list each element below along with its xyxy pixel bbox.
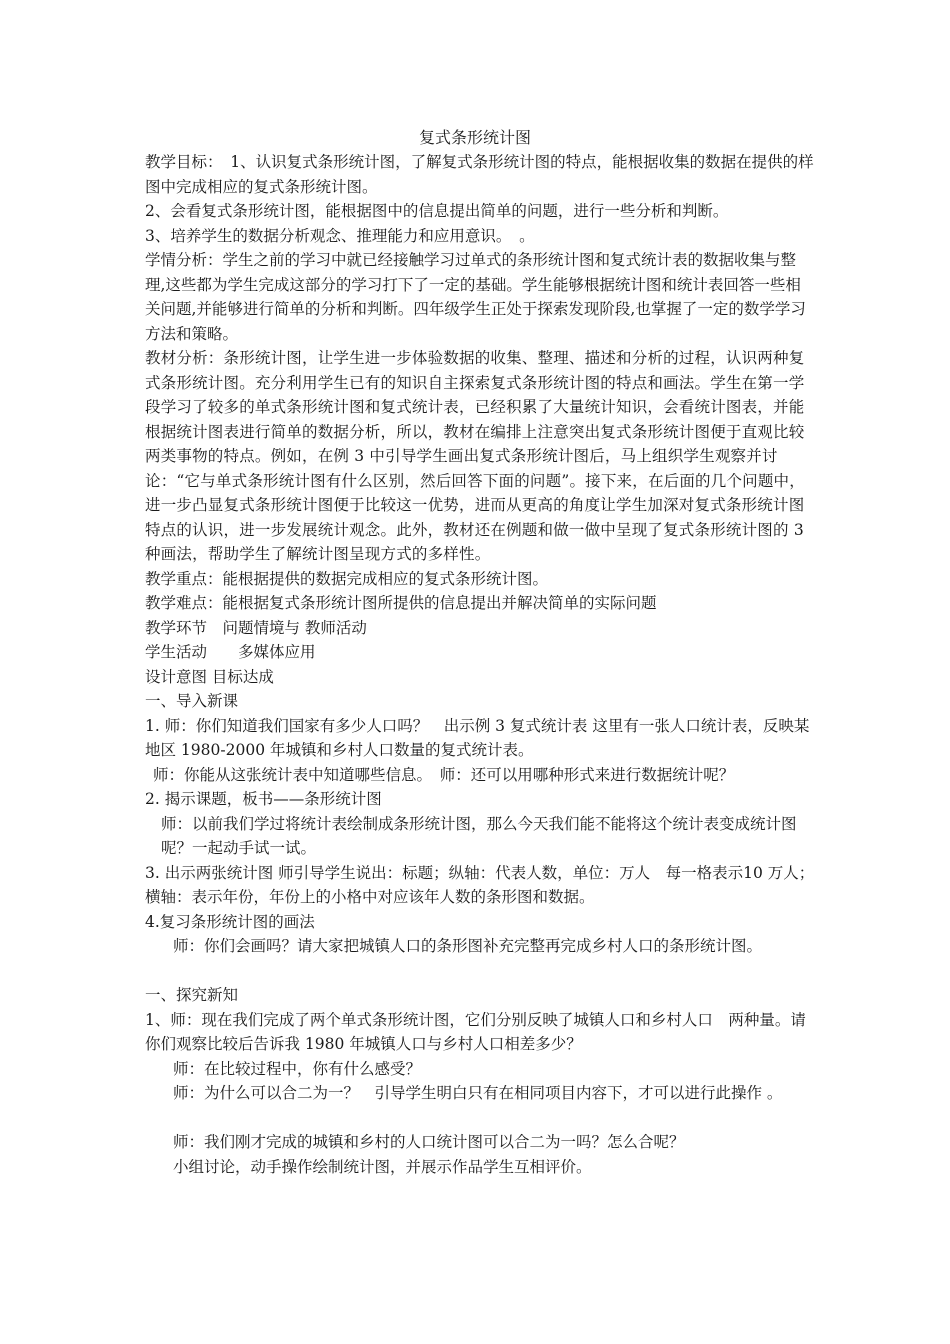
table-header-1: 教学环节 问题情境与 教师活动 xyxy=(145,618,367,637)
table-header-2: 学生活动 多媒体应用 xyxy=(145,643,316,661)
table-header-3: 设计意图 目标达成 xyxy=(145,667,274,686)
explore-question-combine: 师：为什么可以合二为一？ 引导学生明白只有在相同项目内容下，才可以进行此操作 。 xyxy=(173,1084,783,1102)
textbook-analysis: 教材分析：条形统计图，让学生进一步体验数据的收集、整理、描述和分析的过程，认识两种复式条形统计图。充分利用学生已有的知识自主探索复式条形统计图的特点和画法。学生在第一学段学习了较多的单式条形统计图和复式统计表，已经积累了大量统计知识，会看统计图表，并能根据统计图表进行简单的数据分析，所以，教材在编排上注意突出复式条形统计图便于直观比较两类事物的特点。例如，在例 3 中引导学生画出复式条形统计图后，马上组织学生观察并讨论：“它与单式条形统计图有什么区别，然后回答下面的问题”。接下来，在后面的几个问题中，进一步凸显复式条形统计图便于比较这一优势，进而从更高的角度让学生加深对复式条形统计图特点的认识，进一步发展统计观念。此外，教材还在例题和做一做中呈现了复式条形统计图的 3 种画法，帮助学生了解统计图呈现方式的多样性。 xyxy=(145,349,805,563)
section-heading-intro: 一、导入新课 xyxy=(145,692,239,710)
intro-step-4: 4.复习条形统计图的画法 xyxy=(145,912,315,931)
intro-step-2-detail: 师：以前我们学过将统计表绘制成条形统计图，那么今天我们能不能将这个统计表变成统计图呢？一起动手试一试。 xyxy=(161,814,797,857)
objective-3: 3、培养学生的数据分析观念、推理能力和应用意识。 。 xyxy=(145,226,535,245)
document-title: 复式条形统计图 xyxy=(418,128,531,147)
document-body xyxy=(145,150,815,1179)
objective-2: 2、会看复式条形统计图，能根据图中的信息提出简单的问题，进行一些分析和判断。 xyxy=(145,202,729,220)
teaching-difficulty: 教学难点：能根据复式条形统计图所提供的信息提出并解决简单的实际问题 xyxy=(145,594,657,612)
intro-step-2: 2. 揭示课题，板书——条形统计图 xyxy=(145,790,382,808)
blank-line xyxy=(145,959,815,984)
student-analysis: 学情分析：学生之前的学习中就已经接触学习过单式的条形统计图和复式统计表的数据收集与整理,这些都为学生完成这部分的学习打下了一定的基础。学生能够根据统计图和统计表回答一些相关问题,并能够进行简单的分析和判断。四年级学生正处于探索发现阶段,也掌握了一定的数学学习方法和策略。 xyxy=(145,251,806,343)
objective-1: 教学目标： 1、认识复式条形统计图，了解复式条形统计图的特点，能根据收集的数据在提供的样图中完成相应的复式条形统计图。 xyxy=(145,153,814,196)
explore-step-1: 1、师：现在我们完成了两个单式条形统计图，它们分别反映了城镇人口和乡村人口 两种量。请你们观察比较后告诉我 1980 年城镇人口与乡村人口相差多少？ xyxy=(145,1010,806,1053)
intro-step-3: 3. 出示两张统计图 师引导学生说出：标题；纵轴：代表人数，单位：万人 每一格表示10 万人；横轴：表示年份，年份上的小格中对应该年人数的条形图和数据。 xyxy=(145,863,815,906)
blank-line xyxy=(145,1106,815,1131)
teaching-focus: 教学重点：能根据提供的数据完成相应的复式条形统计图。 xyxy=(145,569,549,588)
explore-question-feeling: 师：在比较过程中，你有什么感受？ xyxy=(173,1059,422,1078)
intro-step-1: 1. 师：你们知道我们国家有多少人口吗？ 出示例 3 复式统计表 这里有一张人口统计表，反映某地区 1980-2000 年城镇和乡村人口数量的复式统计表。 xyxy=(145,716,810,759)
intro-step-1-questions: 师：你能从这张统计表中知道哪些信息。 师：还可以用哪种形式来进行数据统计呢？ xyxy=(153,765,735,784)
section-heading-explore: 一、探究新知 xyxy=(145,986,239,1004)
explore-group-discussion: 小组讨论，动手操作绘制统计图，并展示作品学生互相评价。 xyxy=(173,1157,592,1176)
intro-step-4-detail: 师：你们会画吗？请大家把城镇人口的条形图补充完整再完成乡村人口的条形统计图。 xyxy=(173,937,763,955)
explore-question-merge: 师：我们刚才完成的城镇和乡村的人口统计图可以合二为一吗？怎么合呢？ xyxy=(173,1133,685,1151)
